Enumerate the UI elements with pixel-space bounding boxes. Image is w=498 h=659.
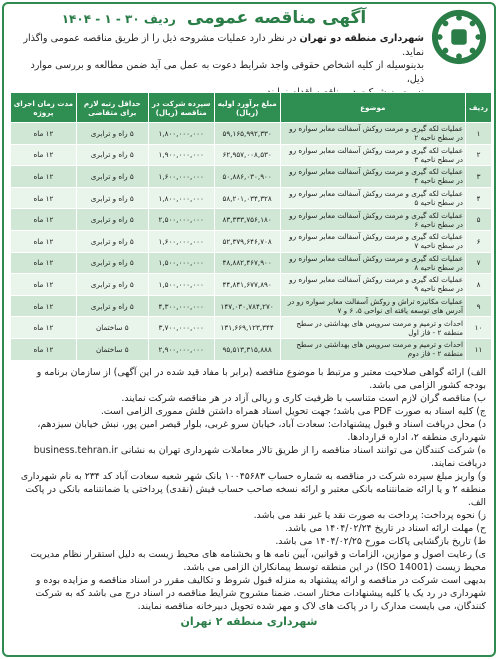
intro-line-2: بدینوسیله از کلیه اشخاص حقوقی واجد شرایط دعوت به عمل می آید ضمن مطالعه و بررسی موارد ذیل، xyxy=(30,60,424,85)
intro-paragraph xyxy=(12,32,424,100)
condition-item: الف) ارائه گواهی صلاحیت معتبر و مرتبط با موضوع مناقصه (برابر با مفاد قید شده در این آگهی) از سازمان برنامه و بودجه کشور الزامی می باشد. xyxy=(36,367,486,391)
condition-item: ح) مهلت ارائه اسناد در تاریخ ۱۴۰۴/۰۲/۲۴ می باشد. xyxy=(285,523,486,534)
cell-subject: احداث و ترمیم و مرمت سرویس های بهداشتی در سطح منطقه ۲ - فاز اول xyxy=(280,317,465,339)
notice-heading: آگهی مناقصه عمومی xyxy=(186,8,367,28)
cell-estimate: ۵۸,۲۰۱,۰۳۴,۳۲۸ xyxy=(214,187,280,209)
col-header-subject: موضوع xyxy=(280,93,465,123)
cell-duration: ۱۲ ماه xyxy=(11,187,77,209)
condition-item: ج) کلیه اسناد به صورت PDF می باشد؛ جهت تحویل اسناد همراه داشتن فلش مموری الزامی است. xyxy=(100,406,486,417)
col-header-grade: حداقل رتبه لازم برای متقاضی xyxy=(76,93,148,123)
cell-deposit: ۲,۵۰۰,۰۰۰,۰۰۰ xyxy=(148,209,214,231)
cell-duration: ۱۲ ماه xyxy=(11,209,77,231)
cell-row-number: ۲ xyxy=(466,144,492,166)
cell-estimate: ۴۴,۸۴۱,۶۷۷,۸۹۰ xyxy=(214,274,280,296)
condition-item: ه) شرکت کنندگان می توانند اسناد مناقصه را از طریق تالار معاملات شهرداری تهران به نشانی business.tehran.ir دریافت نمایند. xyxy=(33,445,486,469)
cell-estimate: ۴۸,۸۸۲,۴۶۷,۹۰۰ xyxy=(214,252,280,274)
cell-subject: عملیات لکه گیری و مرمت روکش آسفالت معابر سواره رو در سطح ناحیه ۵ xyxy=(280,187,465,209)
cell-subject: عملیات لکه گیری و مرمت روکش آسفالت معابر سواره رو در سطح ناحیه ۳ xyxy=(280,144,465,166)
table-row xyxy=(11,187,492,209)
cell-row-number: ۱ xyxy=(466,123,492,145)
cell-subject: عملیات لکه گیری و مرمت روکش آسفالت معابر سواره رو در سطح ناحیه ۲ xyxy=(280,123,465,145)
cell-deposit: ۱,۵۰۰,۰۰۰,۰۰۰ xyxy=(148,274,214,296)
cell-estimate: ۵۰,۸۸۶,۰۳۰,۹۰۰ xyxy=(214,166,280,188)
cell-grade: ۵ راه و ترابری xyxy=(76,187,148,209)
cell-estimate: ۱۳۱,۶۶۹,۱۲۳,۳۴۴ xyxy=(214,317,280,339)
signature: شهرداری منطقه ۲ تهران xyxy=(180,615,318,628)
table-row xyxy=(11,274,492,296)
condition-item: ی) رعایت اصول و موازین، الزامات و قوانین، آیین نامه ها و بخشنامه های محیط زیست به دلیل استقرار نظام مدیریت محیط زیست (ISO 14001) در این منطقه توسط پیمانکاران الزامی می باشد. xyxy=(30,549,486,573)
condition-item: بدیهی است شرکت در مناقصه و ارائه پیشنهاد به منزله قبول شروط و تکالیف مقرر در اسناد مناقصه و مزایده بوده و شهرداری در رد یک یا کلیه پیشنهادات مختار است. ضمنا مشروح شرایط مناقصه در اسناد درج می باشد که به شرکت کنندگان، می بایست مدارک را در پاکت های لاک و مهر شده تحویل دبیرخانه مناقصه نمایند. xyxy=(35,575,486,612)
cell-subject: عملیات لکه گیری و مرمت روکش آسفالت معابر سواره رو در سطح ناحیه ۶ xyxy=(280,209,465,231)
cell-grade: ۵ راه و ترابری xyxy=(76,166,148,188)
intro-line-1: در نظر دارد عملیات مشروحه ذیل را از طریق مناقصه عمومی واگذار نماید. xyxy=(23,33,424,58)
cell-estimate: ۶۲,۹۵۷,۰۰۸,۵۳۰ xyxy=(214,144,280,166)
condition-item: ب) مناقصه گران لازم است متناسب با ظرفیت کاری و ریالی آزاد در هر مناقصه شرکت نمایند. xyxy=(121,393,486,404)
tender-table xyxy=(10,92,492,361)
table-row xyxy=(11,252,492,274)
table-row xyxy=(11,123,492,145)
condition-item: ز) نحوه پرداخت: پرداخت به صورت نقد یا غیر نقد می باشد. xyxy=(253,510,486,521)
cell-grade: ۵ راه و ترابری xyxy=(76,274,148,296)
cell-estimate: ۸۳,۳۳۳,۷۵۶,۱۸۰ xyxy=(214,209,280,231)
col-header-duration: مدت زمان اجرای پروژه xyxy=(11,93,77,123)
col-header-estimate: مبلغ برآورد اولیه (ریال) xyxy=(214,93,280,123)
cell-subject: عملیات لکه گیری و مرمت روکش آسفالت معابر سواره رو در سطح ناحیه ۴ xyxy=(280,166,465,188)
cell-row-number: ۶ xyxy=(466,230,492,252)
org-name: شهرداری منطقه دو تهران xyxy=(299,33,424,44)
cell-subject: عملیات لکه گیری و مرمت روکش آسفالت معابر سواره رو در سطح ناحیه ۹ xyxy=(280,274,465,296)
cell-subject: عملیات مکانیزه تراش و روکش آسفالت معابر سواره رو در آدرس های توسعه یافته ای نواحی ۵، ۶ و ۷ xyxy=(280,295,465,317)
table-row xyxy=(11,338,492,360)
cell-estimate: ۹۵,۵۱۳,۳۱۵,۸۸۸ xyxy=(214,338,280,360)
cell-duration: ۱۲ ماه xyxy=(11,144,77,166)
tehran-municipality-logo-icon xyxy=(430,8,488,66)
table-header-row xyxy=(11,93,492,123)
cell-subject: عملیات لکه گیری و مرمت روکش آسفالت معابر سواره رو در سطح ناحیه ۷ xyxy=(280,230,465,252)
cell-deposit: ۳,۷۰۰,۰۰۰,۰۰۰ xyxy=(148,317,214,339)
cell-row-number: ۱۱ xyxy=(466,338,492,360)
col-header-deposit: سپرده شرکت در مناقصه (ریال) xyxy=(148,93,214,123)
cell-estimate: ۱۴۷,۰۳۰,۷۸۴,۲۷۰ xyxy=(214,295,280,317)
cell-duration: ۱۲ ماه xyxy=(11,274,77,296)
cell-subject: عملیات لکه گیری و مرمت روکش آسفالت معابر سواره رو در سطح ناحیه ۸ xyxy=(280,252,465,274)
cell-grade: ۵ ساختمان xyxy=(76,338,148,360)
cell-grade: ۵ راه و ترابری xyxy=(76,209,148,231)
notice-title xyxy=(4,8,424,28)
cell-row-number: ۵ xyxy=(466,209,492,231)
cell-deposit: ۴,۳۰۰,۰۰۰,۰۰۰ xyxy=(148,295,214,317)
table-row xyxy=(11,295,492,317)
cell-row-number: ۹ xyxy=(466,295,492,317)
cell-estimate: ۵۹,۱۶۵,۹۹۲,۳۳۰ xyxy=(214,123,280,145)
cell-duration: ۱۲ ماه xyxy=(11,230,77,252)
cell-duration: ۱۲ ماه xyxy=(11,166,77,188)
notice-row-number: ردیف ۳۰ - ۱ - ۱۴۰۴ xyxy=(61,12,176,26)
cell-grade: ۵ راه و ترابری xyxy=(76,123,148,145)
cell-deposit: ۱,۶۰۰,۰۰۰,۰۰۰ xyxy=(148,166,214,188)
cell-row-number: ۳ xyxy=(466,166,492,188)
cell-deposit: ۱,۵۰۰,۰۰۰,۰۰۰ xyxy=(148,252,214,274)
cell-duration: ۱۲ ماه xyxy=(11,295,77,317)
table-row xyxy=(11,317,492,339)
table-row xyxy=(11,166,492,188)
cell-grade: ۵ راه و ترابری xyxy=(76,144,148,166)
condition-item: ط) تاریخ بازگشایی پاکات مورخ ۱۴۰۴/۰۲/۲۵ می باشد. xyxy=(275,536,486,547)
cell-duration: ۱۲ ماه xyxy=(11,317,77,339)
tender-notice xyxy=(2,2,496,657)
cell-deposit: ۱,۶۰۰,۰۰۰,۰۰۰ xyxy=(148,230,214,252)
conditions-section xyxy=(12,366,486,628)
cell-duration: ۱۲ ماه xyxy=(11,123,77,145)
table-row xyxy=(11,144,492,166)
cell-row-number: ۱۰ xyxy=(466,317,492,339)
cell-duration: ۱۲ ماه xyxy=(11,252,77,274)
cell-deposit: ۱,۸۰۰,۰۰۰,۰۰۰ xyxy=(148,123,214,145)
col-header-row: ردیف xyxy=(466,93,492,123)
cell-deposit: ۲,۹۰۰,۰۰۰,۰۰۰ xyxy=(148,338,214,360)
table-row xyxy=(11,209,492,231)
cell-deposit: ۱,۸۰۰,۰۰۰,۰۰۰ xyxy=(148,187,214,209)
cell-subject: احداث و ترمیم و مرمت سرویس های بهداشتی در سطح منطقه ۲ - فاز دوم xyxy=(280,338,465,360)
cell-deposit: ۱,۹۰۰,۰۰۰,۰۰۰ xyxy=(148,144,214,166)
condition-item: د) محل دریافت اسناد و قبول پیشنهادات: سعادت آباد، خیابان سرو غربی، بلوار قیصر امین پور، نبش خیابان سیزدهم، شهرداری منطقه ۲، اداره قراردادها. xyxy=(37,419,486,443)
cell-grade: ۵ ساختمان xyxy=(76,317,148,339)
cell-row-number: ۸ xyxy=(466,274,492,296)
table-row xyxy=(11,230,492,252)
cell-grade: ۵ راه و ترابری xyxy=(76,230,148,252)
cell-row-number: ۷ xyxy=(466,252,492,274)
cell-duration: ۱۲ ماه xyxy=(11,338,77,360)
cell-estimate: ۵۲,۳۷۹,۶۴۶,۷۰۸ xyxy=(214,230,280,252)
cell-grade: ۵ راه و ترابری xyxy=(76,295,148,317)
cell-row-number: ۴ xyxy=(466,187,492,209)
condition-item: و) واریز مبلغ سپرده شرکت در مناقصه به شماره حساب ۱۰۰۴۵۶۸۳ بانک شهر شعبه سعادت آباد کد ۲۳۴ به نام شهرداری منطقه ۲ و یا ارائه ضمانتنامه بانکی معتبر و ارائه نسخه صاحب حساب فیش (نقدی) پرداختی یا ضمانتنامه بانکی در پاکت الف. xyxy=(20,471,486,508)
cell-grade: ۵ راه و ترابری xyxy=(76,252,148,274)
